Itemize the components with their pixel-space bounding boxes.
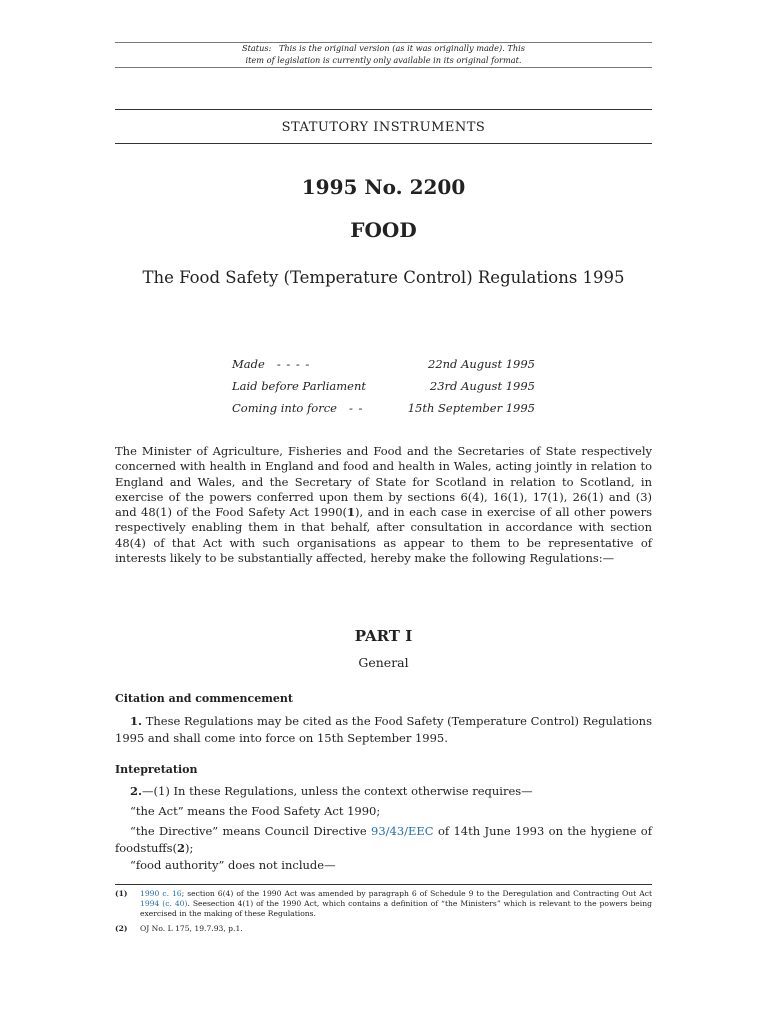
definition-act: “the Act” means the Food Safety Act 1990; — [130, 804, 381, 818]
status-line-2: item of legislation is currently only available in its original format. — [245, 55, 522, 65]
status-note — [115, 42, 652, 66]
footnote-text: ; section 6(4) of the 1990 Act was amended by paragraph 6 of Schedule 9 to the Deregulation and Contracting Out Act — [181, 889, 652, 898]
date-label: Made — [232, 357, 265, 371]
part-heading: PART I — [354, 627, 413, 645]
instrument-number: 1995 No. 2200 — [301, 175, 466, 199]
date-dashes: - - — [348, 401, 364, 415]
preamble-text: The Minister of Agriculture, Fisheries and Food and the Secretaries of State respectively concerned with health in England and food and health in Wales, acting jointly in relation to England and Wales, and the Secretary of State for Scotland in relation to Scotland, in exercise of the powers conferred upon them by sections 6(4), 16(1), 17(1), 26(1) and (3) and 48(1) of the Food Safety Act 1990( — [115, 444, 652, 520]
footnote-mark: (2) — [115, 924, 128, 933]
date-row-made — [232, 355, 535, 377]
definition-food-authority: “food authority” does not include— — [130, 858, 336, 872]
date-value: 22nd August 1995 — [428, 357, 535, 371]
footnote-2 — [115, 924, 652, 934]
date-row-laid — [232, 377, 535, 399]
subject-heading: FOOD — [350, 218, 417, 242]
statute-link-1994[interactable]: 1994 (c. 40) — [140, 899, 188, 908]
footnote-text-cont: . Seesection 4(1) of the 1990 Act, which contains a definition of “the Ministers” which is relevant to the powers being exercised in the making of these Regulations. — [140, 899, 652, 918]
series-heading: STATUTORY INSTRUMENTS — [281, 120, 486, 135]
preamble — [115, 444, 652, 566]
section-heading-citation: Citation and commencement — [115, 692, 293, 705]
date-value: 15th September 1995 — [407, 401, 535, 415]
date-row-in-force — [232, 399, 535, 421]
regulation-number: 2. — [130, 784, 143, 798]
statute-link-1990[interactable]: 1990 c. 16 — [140, 889, 182, 898]
footnote-mark: (1) — [115, 889, 128, 898]
definition-text-end: ); — [184, 841, 194, 855]
status-label: Status: — [242, 43, 272, 53]
footnote-ref-1[interactable]: 1 — [347, 505, 356, 520]
date-label: Laid before Parliament — [232, 379, 367, 393]
header-bottom-rule — [115, 143, 652, 144]
footnote-body: OJ No. L 175, 19.7.93, p.1. — [140, 924, 243, 933]
directive-link[interactable]: 93/43/EEC — [371, 824, 434, 838]
regulation-2-intro — [115, 783, 652, 800]
regulation-number: 1. — [130, 714, 143, 728]
status-bottom-rule — [115, 67, 652, 68]
header-top-rule — [115, 109, 652, 110]
part-subheading: General — [358, 655, 409, 670]
footnote-ref-2[interactable]: 2 — [176, 841, 185, 855]
date-dashes: - - - - — [276, 357, 311, 371]
regulation-text: These Regulations may be cited as the Food Safety (Temperature Control) Regulations 1995 and shall come into force on 15th September 1995. — [115, 714, 652, 745]
date-label: Coming into force — [232, 401, 337, 415]
preamble-text-cont: ), and in each case in exercise of all other powers respectively enabling them in that behalf, after consultation in accordance with section 48(4) of that Act with such organisations as appear to them to be representative of interests likely to be substantially affected, hereby make the following Regulations:— — [115, 505, 652, 566]
footnote-body — [140, 889, 652, 919]
section-heading-interpretation: Intepretation — [115, 763, 198, 776]
regulation-text: —(1) In these Regulations, unless the context otherwise requires— — [142, 784, 533, 798]
definition-directive — [115, 823, 652, 857]
regulation-1 — [115, 713, 652, 747]
definition-text: “the Directive” means Council Directive — [130, 824, 371, 838]
footnote-1 — [115, 889, 652, 919]
footnote-rule — [115, 884, 652, 885]
dates-block — [232, 355, 535, 421]
status-line-1: This is the original version (as it was originally made). This — [278, 43, 525, 53]
definition-text-cont: of 14th June 1993 on the hygiene of foodstuffs( — [115, 824, 652, 855]
date-value: 23rd August 1995 — [429, 379, 535, 393]
document-title: The Food Safety (Temperature Control) Regulations 1995 — [142, 268, 625, 287]
